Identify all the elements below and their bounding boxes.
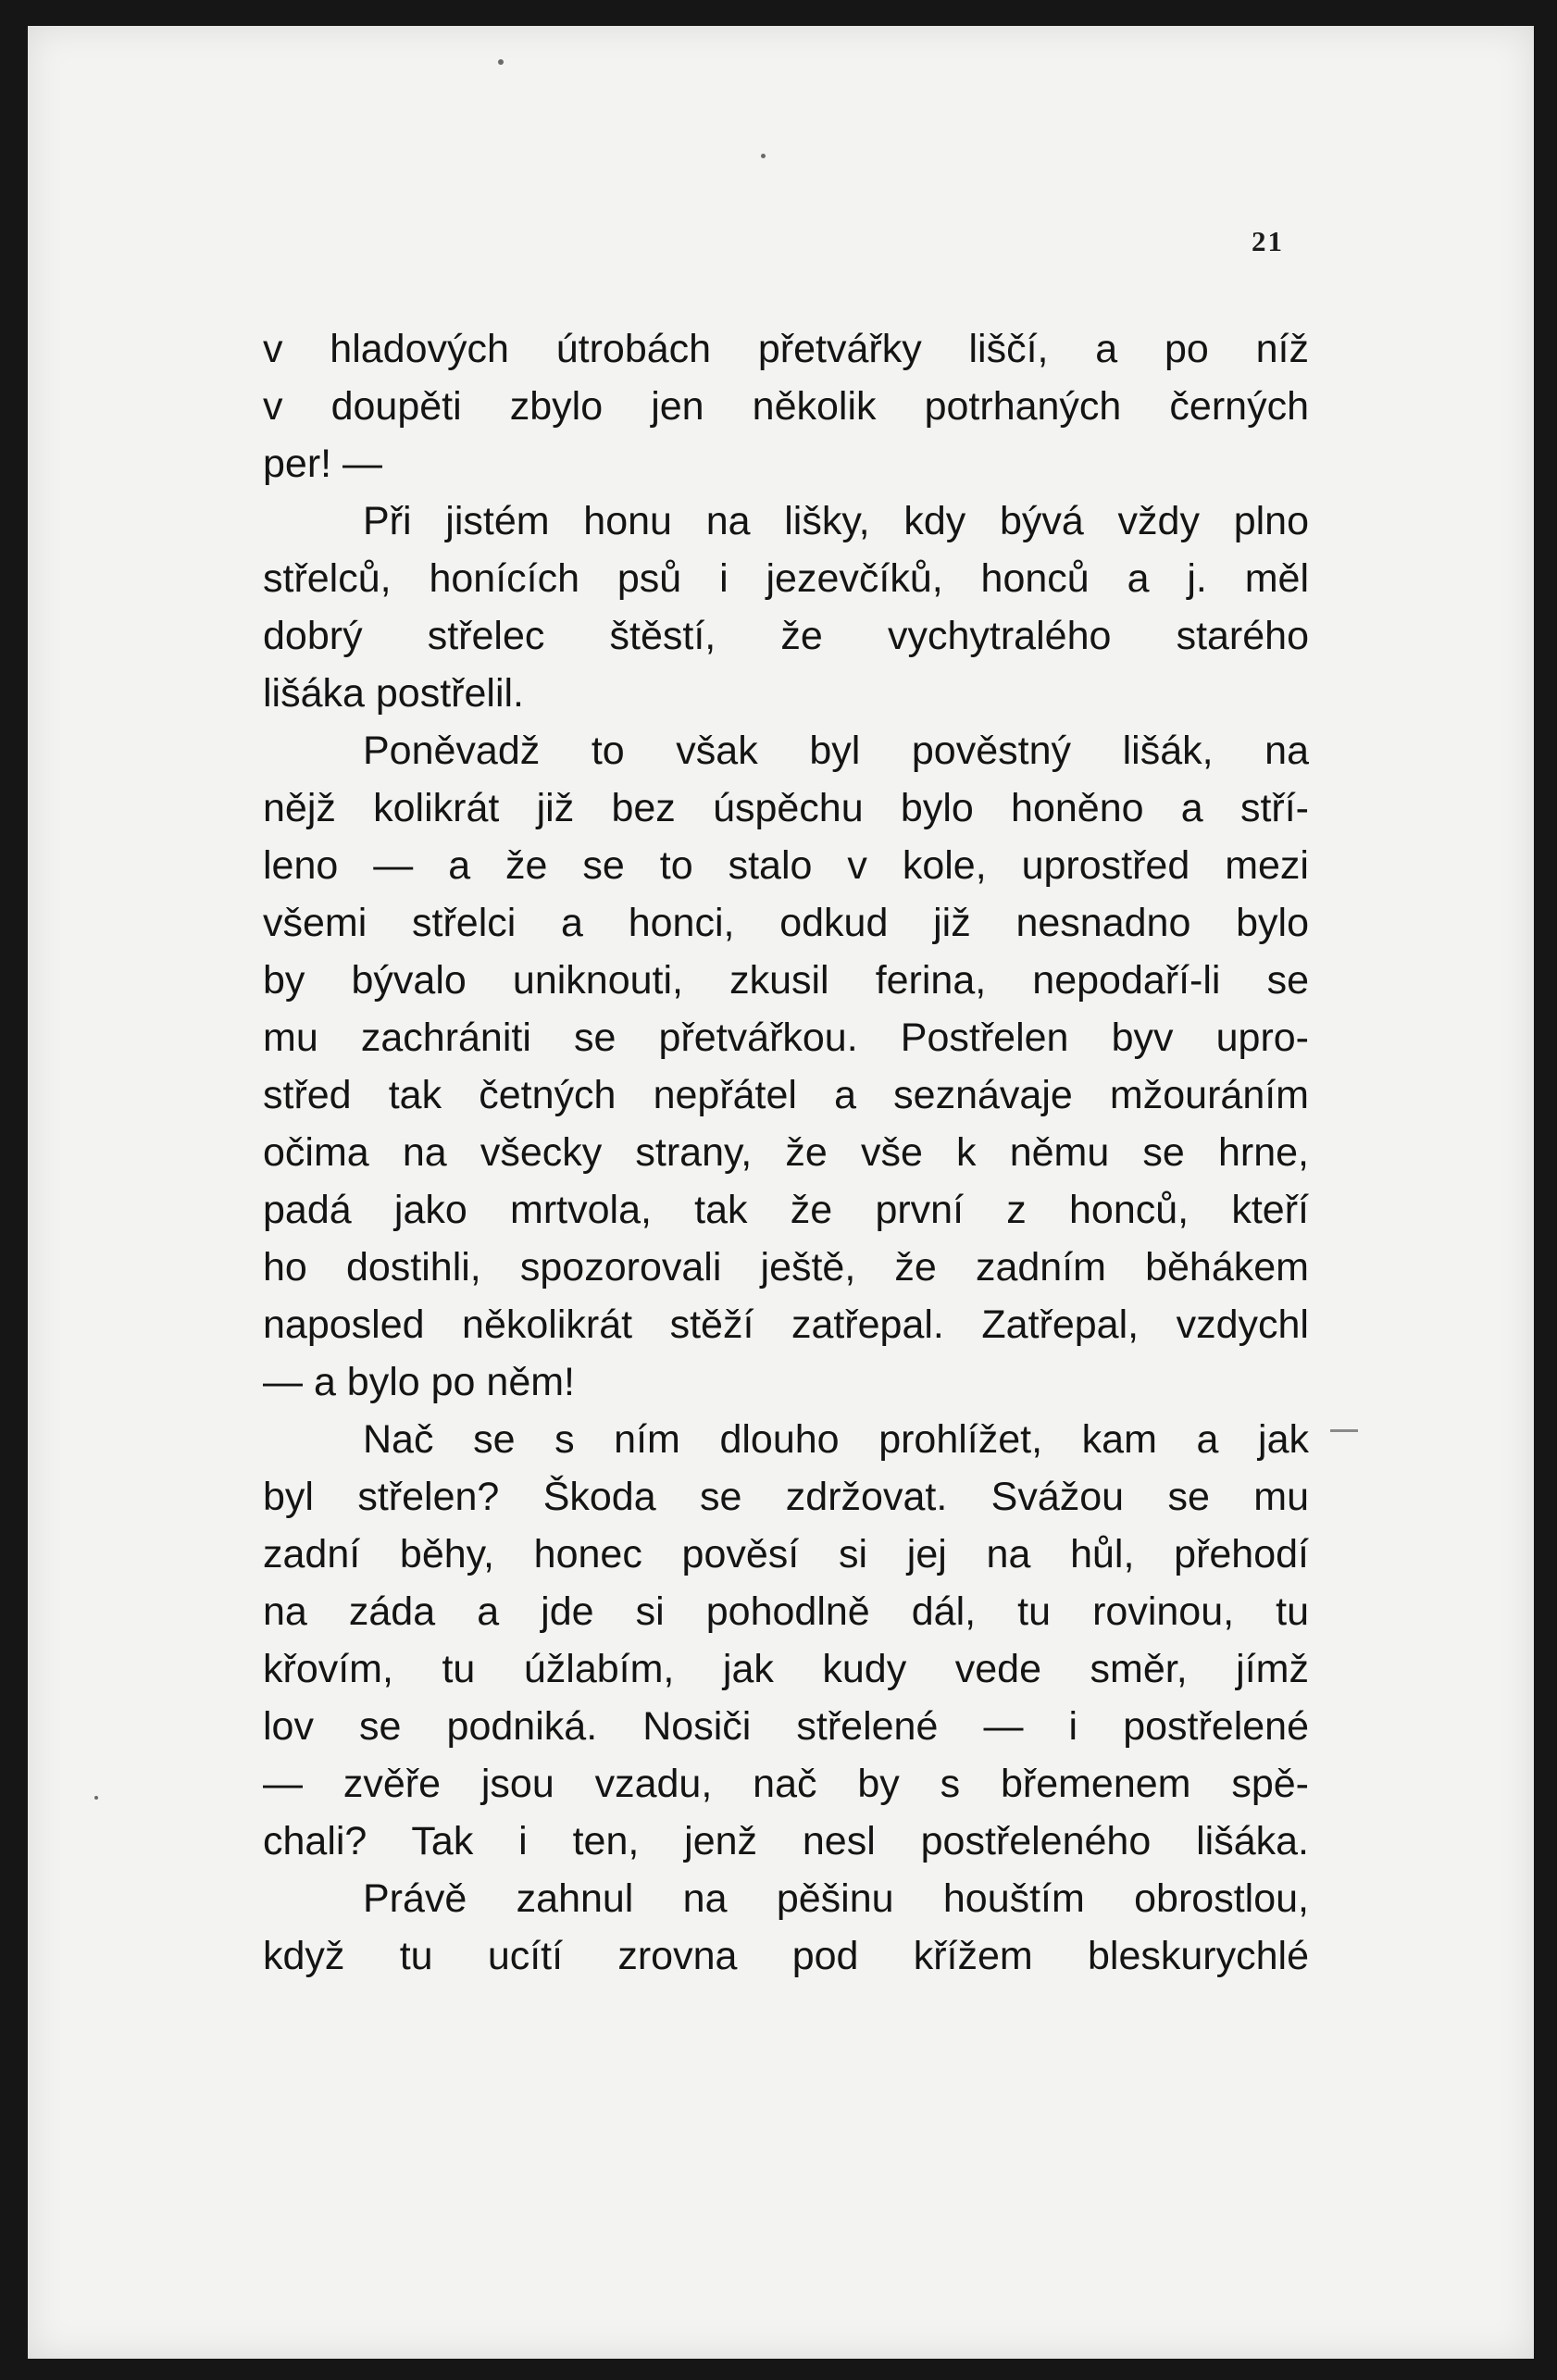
dust-speck [498, 59, 504, 65]
text-line: padá jako mrtvola, tak že první z honců, kteří [263, 1188, 1309, 1232]
text-line: zadní běhy, honec pověsí si jej na hůl, přehodí [263, 1532, 1309, 1576]
text-line: ho dostihli, spozorovali ještě, že zadním běhákem [263, 1245, 1309, 1290]
text-line: chali? Tak i ten, jenž nesl postřeleného lišáka. [263, 1819, 1309, 1863]
text-line: — zvěře jsou vzadu, nač by s břemenem spě- [263, 1762, 1309, 1806]
text-line: per! — [263, 442, 383, 486]
text-line: střelců, honících psů i jezevčíků, honců a j. měl [263, 556, 1309, 601]
text-line: lišáka postřelil. [263, 671, 524, 716]
text-line: dobrý střelec štěstí, že vychytralého starého [263, 614, 1309, 658]
dust-speck [761, 154, 766, 158]
text-line: v doupěti zbylo jen několik potrhaných černých [263, 384, 1309, 429]
margin-dash-mark [1330, 1429, 1358, 1432]
page-number: 21 [1252, 225, 1284, 257]
text-line: byl střelen? Škoda se zdržovat. Svážou se mu [263, 1475, 1309, 1519]
text-line: když tu ucítí zrovna pod křížem bleskurychlé [263, 1934, 1309, 1978]
text-line: — a bylo po něm! [263, 1360, 576, 1404]
text-line: Poněvadž to však byl pověstný lišák, na [363, 729, 1309, 773]
text-line: na záda a jde si pohodlně dál, tu rovinou, tu [263, 1589, 1309, 1634]
text-line: střed tak četných nepřátel a seznávaje mžouráním [263, 1073, 1309, 1117]
text-line: Při jistém honu na lišky, kdy bývá vždy plno [363, 499, 1309, 543]
text-line: očima na všecky strany, že vše k němu se hrne, [263, 1130, 1309, 1175]
text-line: všemi střelci a honci, odkud již nesnadno bylo [263, 901, 1309, 945]
text-line: mu zachrániti se přetvářkou. Postřelen byv upro- [263, 1016, 1309, 1060]
text-line: křovím, tu úžlabím, jak kudy vede směr, jímž [263, 1647, 1309, 1691]
text-line: nějž kolikrát již bez úspěchu bylo honěno a stří- [263, 786, 1309, 830]
text-line: v hladových útrobách přetvářky liščí, a po níž [263, 327, 1309, 371]
text-line: Nač se s ním dlouho prohlížet, kam a jak [363, 1417, 1309, 1462]
text-line: leno — a že se to stalo v kole, uprostřed mezi [263, 843, 1309, 888]
dust-speck [94, 1796, 98, 1800]
text-line: by bývalo uniknouti, zkusil ferina, nepodaří-li se [263, 958, 1309, 1003]
text-line: naposled několikrát stěží zatřepal. Zatřepal, vzdychl [263, 1302, 1309, 1347]
text-line: lov se podniká. Nosiči střelené — i postřelené [263, 1704, 1309, 1749]
text-line: Právě zahnul na pěšinu houštím obrostlou, [363, 1876, 1309, 1921]
